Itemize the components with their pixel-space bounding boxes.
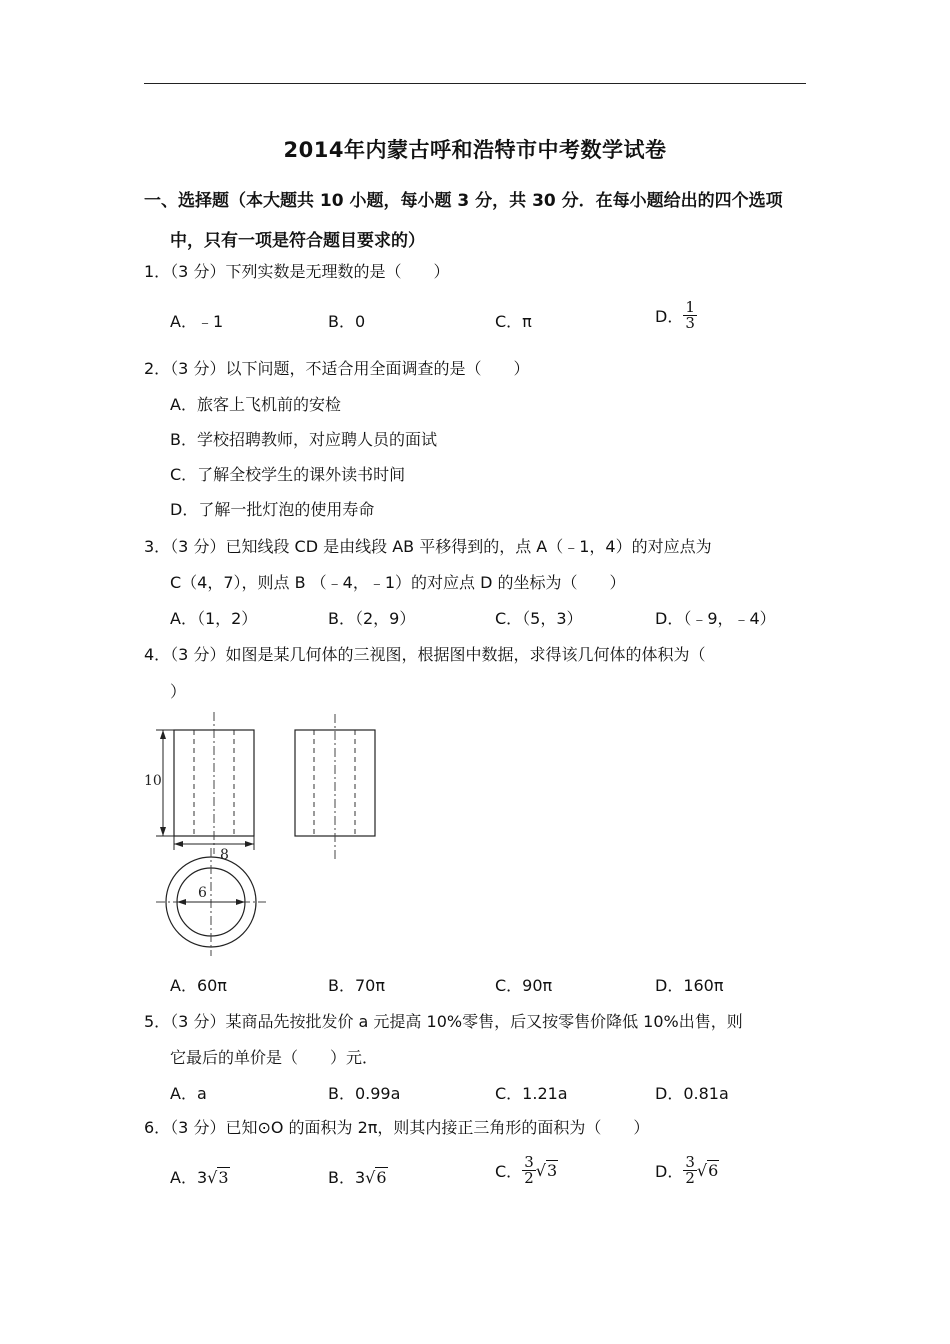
section-heading-line2: 中，只有一项是符合题目要求的） [170, 231, 425, 251]
q6-option-d-label: D． [655, 1162, 684, 1181]
q3-option-c: C．（5，3） [495, 609, 583, 628]
radicand: 6 [376, 1168, 387, 1187]
three-view-figure [144, 708, 388, 963]
section-heading-line1: 一、选择题（本大题共 10 小题，每小题 3 分，共 30 分．在每小题给出的四个选项 [144, 191, 783, 211]
page-title: 2014年内蒙古呼和浩特市中考数学试卷 [283, 138, 667, 162]
q6-option-a-label: A．3 [170, 1168, 208, 1187]
fraction-numerator: 3 [685, 1153, 695, 1171]
sqrt-expression: √6 [696, 1161, 719, 1180]
q1-option-d [655, 300, 697, 331]
q1-fraction [683, 300, 697, 331]
q1-stem: 1．（3 分）下列实数是无理数的是（ ） [144, 262, 450, 281]
q2-option-b: B．学校招聘教师，对应聘人员的面试 [170, 430, 437, 449]
q2-stem: 2．（3 分）以下问题，不适合用全面调查的是（ ） [144, 359, 530, 378]
q4-stem-line2: ） [170, 682, 187, 701]
q4-option-d: D．160π [655, 976, 724, 995]
q5-option-c: C．1.21a [495, 1084, 568, 1103]
height-arrow-bottom [160, 827, 166, 836]
q4-option-a: A．60π [170, 976, 227, 995]
q6-option-a [170, 1165, 230, 1188]
fraction-numerator: 1 [685, 298, 695, 316]
q5-option-d: D．0.81a [655, 1084, 729, 1103]
fraction-denominator: 3 [685, 314, 695, 332]
inner-diameter-label: 6 [198, 885, 207, 901]
q3-stem-line1: 3．（3 分）已知线段 CD 是由线段 AB 平移得到的，点 A（﹣1，4）的对应点为 [144, 537, 712, 556]
q6-fraction [522, 1155, 536, 1186]
height-label: 10 [144, 773, 162, 789]
height-arrow-top [160, 730, 166, 739]
radicand: 3 [218, 1168, 229, 1187]
q1-option-d-label: D． [655, 307, 684, 326]
radicand: 6 [708, 1161, 719, 1180]
q5-stem-line1: 5．（3 分）某商品先按批发价 a 元提高 10%零售，后又按零售价降低 10%出售，则 [144, 1012, 743, 1031]
width-arrow-right [245, 841, 254, 847]
top-rule [144, 83, 806, 84]
diameter-arrow-right [236, 899, 245, 905]
q4-option-c: C．90π [495, 976, 553, 995]
q6-option-c [495, 1155, 558, 1186]
q4-stem-line1: 4．（3 分）如图是某几何体的三视图，根据图中数据，求得该几何体的体积为（ [144, 645, 706, 664]
q5-option-b: B．0.99a [328, 1084, 401, 1103]
q6-option-b [328, 1165, 388, 1188]
q2-option-d: D．了解一批灯泡的使用寿命 [170, 500, 375, 519]
q2-option-c: C．了解全校学生的课外读书时间 [170, 465, 406, 484]
q3-option-b: B．（2，9） [328, 609, 416, 628]
diameter-arrow-left [177, 899, 186, 905]
q6-stem: 6．（3 分）已知⊙O 的面积为 2π，则其内接正三角形的面积为（ ） [144, 1118, 650, 1137]
q6-option-b-label: B．3 [328, 1168, 366, 1187]
radicand: 3 [546, 1161, 558, 1180]
fraction-numerator: 3 [524, 1153, 534, 1171]
q6-option-c-label: C． [495, 1162, 523, 1181]
fraction-denominator: 2 [685, 1169, 695, 1187]
width-label: 8 [220, 847, 229, 863]
q3-stem-line2: C（4，7），则点 B （﹣4，﹣1）的对应点 D 的坐标为（ ） [170, 573, 626, 592]
width-arrow-left [174, 841, 183, 847]
fraction-denominator: 2 [524, 1169, 534, 1187]
q5-option-a: A．a [170, 1084, 207, 1103]
q5-stem-line2: 它最后的单价是（ ）元． [170, 1048, 379, 1067]
q3-option-a: A．（1，2） [170, 609, 258, 628]
q3-option-d: D．（﹣9，﹣4） [655, 609, 776, 628]
q1-option-c: C．π [495, 312, 532, 331]
sqrt-expression: √3 [207, 1168, 229, 1187]
sqrt-expression: √3 [535, 1161, 558, 1180]
q2-option-a: A．旅客上飞机前的安检 [170, 395, 341, 414]
sqrt-expression: √6 [365, 1168, 387, 1187]
q6-fraction [683, 1155, 697, 1186]
q6-option-d [655, 1155, 719, 1186]
q4-option-b: B．70π [328, 976, 385, 995]
q1-option-b: B．0 [328, 312, 366, 331]
q1-option-a: A．﹣1 [170, 312, 224, 331]
